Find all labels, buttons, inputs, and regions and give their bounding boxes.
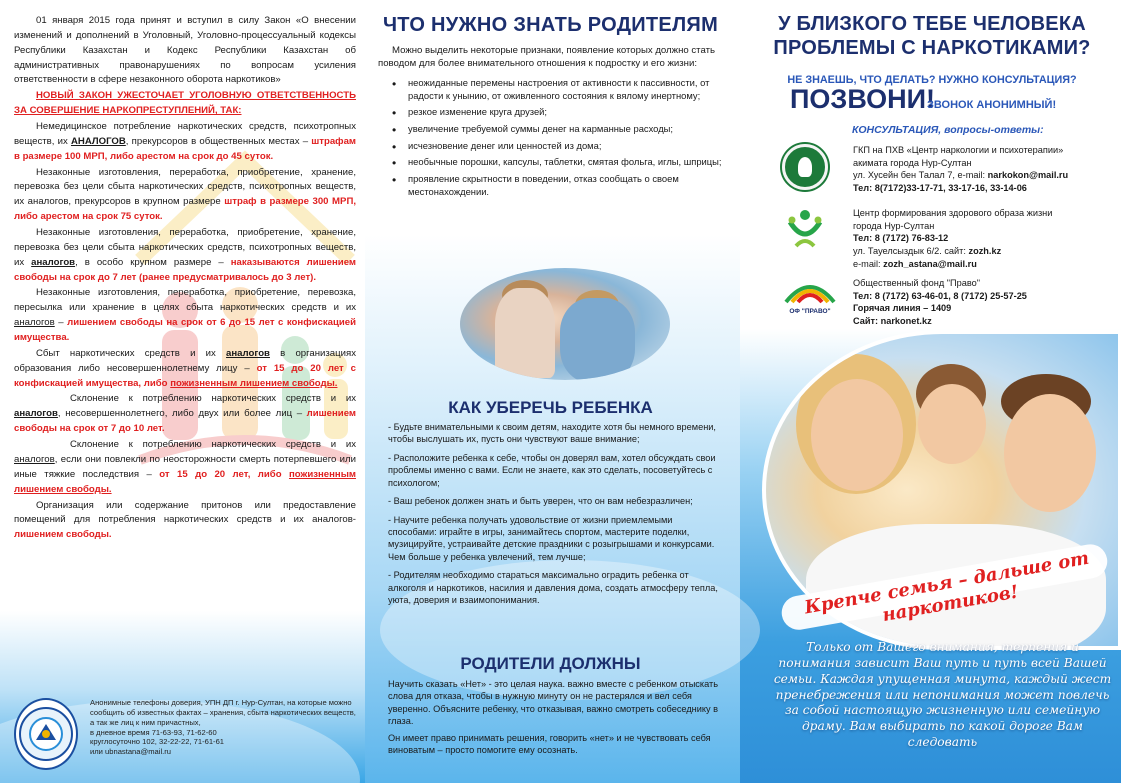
org-website: zozh.kz xyxy=(968,246,1002,257)
list-item: - Родителям необходимо стараться максимально оградить ребенка от алкоголя и наркотиков, насилия и давления дома, создать атмосферу тепла, уюта, доверия и взаимопонимания. xyxy=(388,570,718,606)
list-item: • исчезновение денег или ценностей из дома; xyxy=(408,140,723,153)
police-emblem-icon xyxy=(14,698,78,770)
law-text: , в особо крупном размере – xyxy=(75,256,231,268)
law-text: Незаконные изготовления, переработка, приобретение, хранение, перевозка без цели сбыта наркотических средств, психотропных веществ, их xyxy=(14,227,356,268)
list-item: - Научите ребенка получать удовольствие от жизни приемлемыми способами: играйте в игры, занимайтесь спортом, мастерите поделки, музицируйте, устраивайте детские праздники с розыгрышами и конкурсами. Чем больше у ребенка увлечений, тем лучше; xyxy=(388,514,715,562)
law-headline xyxy=(14,89,356,119)
law-penalty: от 15 до 20 лет с конфискацией имущества, либо xyxy=(14,362,357,389)
law-text: Немедицинское потребление наркотических средств, психотропных веществ, их xyxy=(14,121,356,147)
law-text: в организациях образования либо несовершеннолетнему лицу – xyxy=(14,347,356,374)
parents-must-text xyxy=(388,678,720,761)
list-item: • проявление скрытности в поведении, отказ сообщать о своем местонахождении. xyxy=(408,173,723,198)
list-item: • неожиданные перемены настроения от активности к пассивности, от радости к унынию, от оживленного состояния к вялому инертному; xyxy=(408,77,723,102)
healthy-lifestyle-logo-icon xyxy=(782,206,828,252)
parents-quote: Только от Вашего внимания, терпения и понимания зависит Ваш путь и путь всей Вашей семьи. Каждая упущенная минута, каждый жест пренебрежения или непонимания может повлечь за собой настоящую жизненную или семейную драму. Вам выбирать по какой дороге Вам следовать xyxy=(773,640,1112,750)
law-text: Организация или содержание притонов или предоставление помещений для потребления наркотических средств и их аналогов- xyxy=(14,499,356,526)
org-name: ГКП на ПХВ «Центр наркологии и психотерапии» xyxy=(853,145,1064,155)
org-email: narkokon@mail.ru xyxy=(987,170,1069,181)
help-subtitle: НЕ ЗНАЕШЬ, ЧТО ДЕЛАТЬ? НУЖНО КОНСУЛЬТАЦИЯ? xyxy=(787,74,1077,86)
trust-line: в дневное время 71-63-93, 71-62-60 xyxy=(90,727,217,737)
org-healthy-lifestyle-center xyxy=(853,207,1115,270)
list-item: Он имеет право принимать решения, говорить «нет» и не чувствовать себя виноватым – просто помогите ему осознать. xyxy=(388,732,711,756)
list-item: - Будьте внимательными к своим детям, находите хотя бы немного времени, чтобы выслушать их, пусть они чувствуют ваше внимание; xyxy=(388,422,716,445)
org-website-label: Сайт: xyxy=(853,316,881,327)
anonymous-call-note: ЗВОНОК АНОНИМНЫЙ! xyxy=(927,99,1057,111)
law-analog: аналогов xyxy=(226,347,270,359)
law-headline-text: НОВЫЙ ЗАКОН УЖЕСТОЧАЕТ УГОЛОВНУЮ ОТВЕТСТВЕННОСТЬ ЗА СОВЕРШЕНИЕ НАРКОПРЕСТУПЛЕНИЙ, ТАК: xyxy=(14,90,356,117)
law-analog: аналогов xyxy=(14,317,55,329)
trust-line: Анонимные телефоны доверия, УПН ДП г. Нур-Султан, на которые можно сообщить об известных фактах – хранения, сбыта наркотических веществ, а так же лиц к ним причастных, xyxy=(90,698,356,727)
law-paragraph xyxy=(14,347,356,392)
org-name: города Нур-Султан xyxy=(853,220,935,231)
law-penalty: от 15 до 20 лет, либо xyxy=(159,468,289,480)
org-address-text: ул. Тауелсыздык 6/2. сайт: xyxy=(853,246,969,257)
parents-column xyxy=(378,14,723,202)
slogan-text: Крепче семья – дальше от наркотиков! xyxy=(802,547,1091,627)
law-penalty: штраф в размере 300 МРП, либо арестом на срок 75 суток. xyxy=(14,196,357,223)
warning-signs-list xyxy=(378,77,723,199)
consultation-label: КОНСУЛЬТАЦИЯ, вопросы-ответы: xyxy=(852,124,1044,136)
law-text: , несовершеннолетнего, либо двух или более лиц – xyxy=(57,408,307,420)
org-address-text: ул. Хусейн бен Талал 7, e-mail: xyxy=(853,170,988,181)
list-item: • резкое изменение круга друзей; xyxy=(408,106,723,119)
law-analog: АНАЛОГОВ xyxy=(70,135,126,147)
law-text: , если они повлекли по неосторожности смерть потерпевшего или иные тяжкие последствия – xyxy=(14,453,356,480)
org-pravo-foundation xyxy=(853,277,1115,328)
org-name: Центр формирования здорового образа жизни xyxy=(853,208,1053,218)
law-intro: 01 января 2015 года принят и вступил в силу Закон «О внесении изменений и дополнений в Уголовный, Уголовно-процессуальный кодексы Республики Казахстан и Кодекс Республики Казахстан об административных правонарушениях по вопросам усиления ответственности в сфере незаконного оборота наркотиков» xyxy=(14,15,356,86)
law-penalty: лишением свободы. xyxy=(14,529,112,541)
org-phone: Тел: 8 (7172) 76-83-12 xyxy=(853,233,949,244)
law-penalty: пожизненным лишением свободы. xyxy=(170,377,338,389)
help-title: У БЛИЗКОГО ТЕБЕ ЧЕЛОВЕКА ПРОБЛЕМЫ С НАРКОТИКАМИ? xyxy=(773,13,1091,59)
org-narcology-center xyxy=(853,144,1115,195)
org-hotline: Горячая линия – 1409 xyxy=(853,303,952,314)
org-email: zozh_astana@mail.ru xyxy=(883,258,977,269)
law-text: , прекурсоров в общественных местах – xyxy=(125,135,312,147)
org-website: narkonet.kz xyxy=(880,316,932,327)
law-penalty: пожизненным лишением свободы. xyxy=(14,468,356,495)
law-text: – xyxy=(54,317,68,329)
org-name: Общественный фонд "Право" xyxy=(853,278,980,288)
protect-child-heading: КАК УБЕРЕЧЬ РЕБЕНКА xyxy=(448,398,653,417)
law-paragraph xyxy=(14,499,356,544)
call-now-heading: ПОЗВОНИ! xyxy=(790,84,936,114)
parents-heading: ЧТО НУЖНО ЗНАТЬ РОДИТЕЛЯМ xyxy=(382,14,719,36)
org-address xyxy=(853,245,1115,258)
law-paragraph xyxy=(14,392,356,437)
org-website-line xyxy=(853,315,1115,328)
law-penalty: лишением свободы на срок от 6 до 15 лет с конфискацией имущества. xyxy=(14,317,356,344)
law-column xyxy=(14,14,356,544)
law-penalty: наказываются лишением свободы на срок до 7 лет (ранее предусматривалось до 3 лет). xyxy=(14,256,356,283)
law-text: Незаконные изготовления, переработка, приобретение, перевозка, пересылка или хранение в целях сбыта наркотических средств и их xyxy=(14,287,356,314)
trust-hotline-text xyxy=(90,698,359,778)
law-analog: аналогов xyxy=(31,256,76,268)
pravo-logo-text: ОФ "ПРАВО" xyxy=(789,308,831,315)
trust-email: или ubnastana@mail.ru xyxy=(90,747,171,757)
law-paragraph xyxy=(14,226,356,285)
teen-counseling-photo xyxy=(460,268,670,380)
org-name: акимата города Нур-Султан xyxy=(853,157,972,168)
law-paragraph xyxy=(14,120,356,165)
parents-must-heading: РОДИТЕЛИ ДОЛЖНЫ xyxy=(460,654,641,673)
law-paragraph xyxy=(14,286,356,345)
org-address xyxy=(853,169,1115,182)
law-text: Склонение к потреблению наркотических средств и их xyxy=(70,439,356,451)
law-penalty: штрафам в размере 100 МРП, либо арестом на срок до 45 суток. xyxy=(14,135,356,162)
trust-hotline-block xyxy=(14,698,359,778)
law-text: Склонение к потреблению наркотических средств и их xyxy=(70,393,356,405)
narcology-center-logo-icon xyxy=(782,144,828,190)
law-text: Сбыт наркотических средств и их xyxy=(36,347,227,359)
list-item: - Расположите ребенка к себе, чтобы он доверял вам, хотел обсуждать свои проблемы именно с вами. Если не знаете, как это сделать, посоветуйтесь с психологом; xyxy=(388,452,716,488)
org-phone: Тел: 8 (7172) 63-46-01, 8 (7172) 25-57-25 xyxy=(853,290,1027,301)
org-email-label: e-mail: xyxy=(853,258,884,269)
law-analog: аналогов xyxy=(14,408,58,420)
trust-line: круглосуточно 102, 32-22-22, 71-61-61 xyxy=(90,737,225,747)
law-penalty: лишением свободы на срок от 7 до 10 лет. xyxy=(14,408,356,435)
parents-intro: Можно выделить некоторые признаки, появление которых должно стать поводом для более внимательного отношения к подростку и его жизни: xyxy=(378,45,715,69)
law-paragraph xyxy=(14,166,356,225)
law-paragraph xyxy=(14,438,356,497)
list-item: Научить сказать «Нет» - это целая наука. важно вместе с ребенком отыскать слова для отказа, чтобы в нужную минуту он не растерялся и вел себя уверенно. Объясните ребенку, что отказывая, важно смотреть собеседнику в глаза. xyxy=(388,679,719,727)
list-item: • увеличение требуемой суммы денег на карманные расходы; xyxy=(408,123,723,136)
org-email-line xyxy=(853,258,1115,271)
org-phone: Тел: 8(7172)33-17-71, 33-17-16, 33-14-06 xyxy=(853,183,1027,194)
pravo-foundation-logo-icon xyxy=(782,276,838,316)
list-item: • необычные порошки, капсулы, таблетки, смятая фольга, иглы, шприцы; xyxy=(408,156,723,169)
protect-child-list xyxy=(388,421,720,612)
law-text: Незаконные изготовления, переработка, приобретение, хранение, перевозка без цели сбыта наркотических средств, психотропных веществ, их аналогов, прекурсоров в крупном размере xyxy=(14,166,356,208)
law-analog: аналогов xyxy=(14,453,55,465)
list-item: - Ваш ребенок должен знать и быть уверен, что он вам небезразличен; xyxy=(388,496,693,507)
